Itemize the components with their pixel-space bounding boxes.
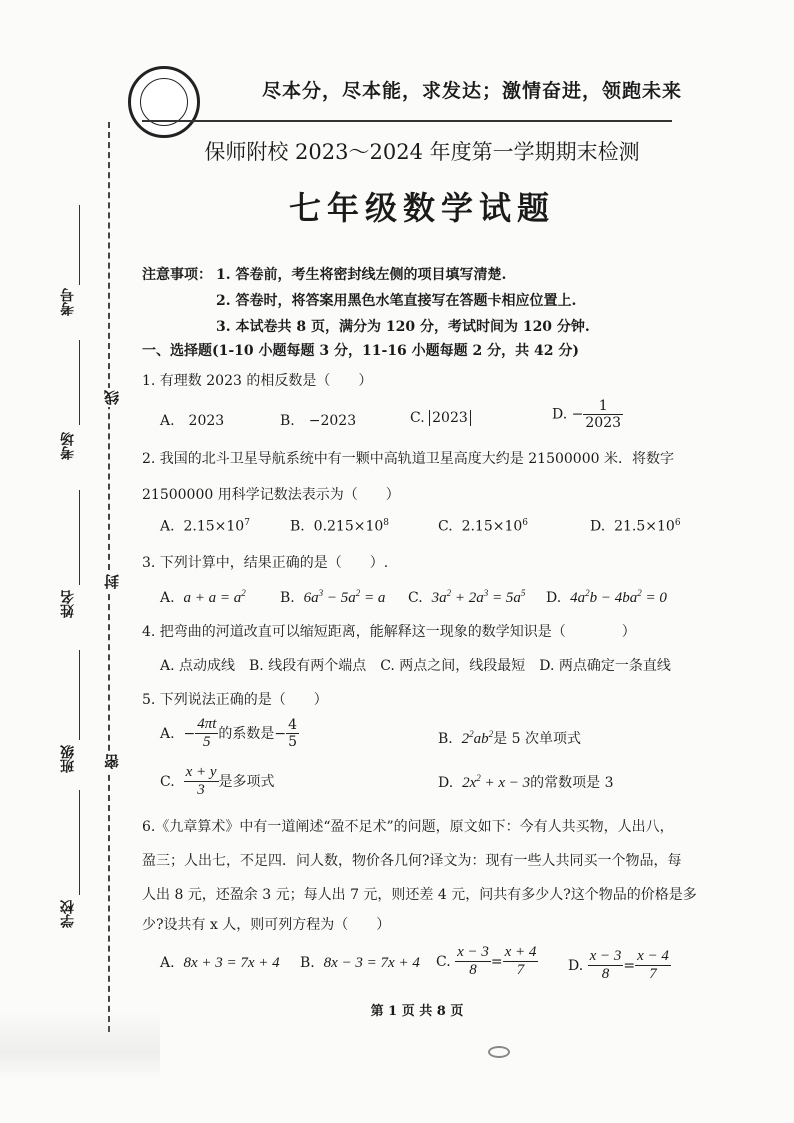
q5-c-label: C. <box>160 773 175 790</box>
q5-d-expr: $2x^2 + x - 3$ <box>462 773 531 791</box>
q6-d-den1: 8 <box>601 966 610 983</box>
question-1-stem: 1. 有理数 2023 的相反数是（ ） <box>142 373 373 389</box>
q6-d-den2: 7 <box>649 966 657 983</box>
header-divider <box>142 120 672 122</box>
q5-b-text: 是 5 次单项式 <box>493 731 581 747</box>
q2-d-label: D. <box>590 518 606 535</box>
school-motto: 尽本分，尽本能，求发达；激情奋进，领跑未来 <box>262 80 683 102</box>
blank-school[interactable] <box>79 790 80 895</box>
q2-b-base: 0.215×10 <box>313 518 384 535</box>
q3-a-label: A. <box>160 590 175 606</box>
q1-option-b[interactable]: B. −2023 <box>280 413 357 429</box>
q3-option-a[interactable] <box>160 588 246 607</box>
q6-option-d[interactable]: D. $\frac{x - 3}{8}$ = $\frac{x - 4}{7}$ <box>568 948 669 983</box>
q6-option-a[interactable] <box>160 955 280 972</box>
q1-option-d[interactable]: D. − $\frac{1}{2023}$ <box>552 398 622 432</box>
q1-option-a[interactable]: A. 2023 <box>160 413 225 429</box>
note-item-1: 1. 答卷前，考生将密封线左侧的项目填写清楚. <box>216 267 507 283</box>
blank-name[interactable] <box>79 490 80 585</box>
seal-char-mi: 密 <box>103 754 121 769</box>
q5-option-a[interactable]: A. − $\frac{4\pi t}{5}$ 的系数是− $\frac{4}{5}$ <box>160 716 298 751</box>
q6-d-num1: x − 3 <box>588 948 624 966</box>
q5-a-den: 5 <box>203 734 211 751</box>
note-item-2: 2. 答卷时，将答案用黑色水笔直接写在答题卡相应位置上. <box>216 293 577 309</box>
q3-option-b[interactable] <box>280 588 385 607</box>
q2-c-base: 2.15×10 <box>461 518 523 535</box>
q5-a-num: 4πt <box>195 716 218 734</box>
scan-bleed <box>0 1010 160 1080</box>
q6-c-num2: x + 4 <box>503 944 539 962</box>
q5-c-num: x + y <box>184 764 219 782</box>
subject-title: 七年级数学试题 <box>288 189 555 227</box>
q2-a-base: 2.15×10 <box>183 518 245 535</box>
q3-option-d[interactable] <box>546 588 667 607</box>
q2-option-c[interactable] <box>438 518 528 535</box>
q2-option-a[interactable] <box>160 518 250 535</box>
blank-exam-number[interactable] <box>79 205 80 285</box>
q2-a-label: A. <box>160 518 175 535</box>
seal-char-xian: 线 <box>103 390 121 405</box>
q1-option-c[interactable] <box>410 410 471 426</box>
q3-b-label: B. <box>280 590 295 606</box>
q2-d-base: 21.5×10 <box>614 518 675 535</box>
question-2-stem-line2: 21500000 用科学记数法表示为（ ） <box>142 487 400 503</box>
q1-option-c-label: C. <box>410 410 425 426</box>
q3-c-label: C. <box>408 590 423 606</box>
question-4-stem: 4. 把弯曲的河道改直可以缩短距离，能解释这一现象的数学知识是（ ） <box>142 624 636 640</box>
notes-heading: 注意事项： <box>142 267 212 283</box>
q6-c-label: C. <box>436 953 451 970</box>
school-seal-inner-ring <box>140 78 188 126</box>
q6-option-c[interactable]: C. $\frac{x - 3}{8}$ = $\frac{x + 4}{7}$ <box>436 944 537 979</box>
q2-b-exp: 8 <box>383 518 390 528</box>
question-6-line3: 人出 8 元，还盈余 3 元；每人出 7 元，则还差 4 元，问共有多少人?这个物品的价格是多 <box>142 887 697 903</box>
exam-title: 保师附校 2023～2024 年度第一学期期末检测 <box>204 140 640 164</box>
q2-option-d[interactable] <box>590 518 681 535</box>
q5-option-b[interactable] <box>438 728 581 748</box>
question-6-line2: 盈三；人出七，不足四．问人数，物价各几何?译文为：现有一些人共同买一个物品，每 <box>142 853 682 869</box>
q5-a-num2: 4 <box>288 717 298 734</box>
q5-c-text: 是多项式 <box>218 773 275 790</box>
seal-char-feng: 封 <box>103 574 121 589</box>
q2-d-exp: 6 <box>674 518 681 528</box>
q6-b-label: B. <box>300 955 315 971</box>
q1-option-c-abs: 2023 <box>429 410 471 426</box>
q6-b-eq: 8x − 3 = 7x + 4 <box>323 955 420 971</box>
q4-options[interactable]: A. 点动成线 B. 线段有两个端点 C. 两点之间，线段最短 D. 两点确定一条直线 <box>160 658 671 674</box>
question-3-stem: 3. 下列计算中，结果正确的是（ ）. <box>142 555 389 571</box>
q6-c-den2: 7 <box>516 962 525 979</box>
section-heading: 一、选择题(1-10 小题每题 3 分，11-16 小题每题 2 分，共 42 分) <box>142 343 580 359</box>
q1-d-denominator: 2023 <box>585 415 622 432</box>
q3-c-expr: $3a^2 + 2a^3 = 5a^5$ <box>431 588 526 606</box>
q2-option-b[interactable] <box>290 518 389 535</box>
q3-b-expr: $6a^3 - 5a^2 = a$ <box>303 588 386 606</box>
q3-a-expr: $a + a = a^2$ <box>183 588 246 606</box>
question-6-line4: 少?设共有 x 人，则可列方程为（ ） <box>142 917 391 933</box>
q5-a-den2: 5 <box>288 734 298 751</box>
q6-c-num1: x − 3 <box>455 944 491 962</box>
label-exam-room: 考场 <box>60 432 76 460</box>
q6-d-label: D. <box>568 957 584 974</box>
q5-d-text: 的常数项是 3 <box>530 775 614 791</box>
q6-a-eq: 8x + 3 = 7x + 4 <box>183 955 280 971</box>
q6-a-label: A. <box>160 955 175 971</box>
q5-d-label: D. <box>438 775 454 791</box>
q5-option-c[interactable] <box>160 764 275 800</box>
q6-c-den1: 8 <box>469 962 477 979</box>
blank-class[interactable] <box>79 650 80 740</box>
q3-option-c[interactable] <box>408 588 525 607</box>
q5-c-den: 3 <box>197 782 205 799</box>
q2-c-label: C. <box>438 518 453 535</box>
q5-b-label: B. <box>438 731 453 747</box>
school-seal-logo <box>128 66 200 138</box>
q2-c-exp: 6 <box>522 518 529 528</box>
q2-a-exp: 7 <box>244 518 250 528</box>
q2-b-label: B. <box>290 518 305 535</box>
note-item-3: 3. 本试卷共 8 页，满分为 120 分，考试时间为 120 分钟. <box>216 319 590 335</box>
q6-d-num2: x − 4 <box>635 948 671 966</box>
label-school: 学校 <box>60 900 76 928</box>
question-5-stem: 5. 下列说法正确的是（ ） <box>142 692 328 708</box>
q5-b-expr: $2^2ab^2$ <box>461 729 494 747</box>
q6-option-b[interactable] <box>300 955 420 972</box>
page-number: 第 1 页 共 8 页 <box>370 1004 464 1019</box>
scan-mark <box>488 1046 510 1058</box>
label-name: 姓名 <box>60 590 76 618</box>
q3-d-expr: $4a^2b - 4ba^2 = 0$ <box>570 588 667 606</box>
question-6-line1: 6.《九章算术》中有一道阐述“盈不足术”的问题，原文如下：今有人共买物，人出八， <box>142 819 674 835</box>
label-class: 班级 <box>60 745 76 773</box>
q3-d-label: D. <box>546 590 562 606</box>
q1-d-numerator: 1 <box>583 398 623 415</box>
label-exam-number: 考号 <box>60 288 76 316</box>
q1-option-d-label: D. <box>552 406 568 423</box>
question-2-stem-line1: 2. 我国的北斗卫星导航系统中有一颗中高轨道卫星高度大约是 21500000 米．将数字 <box>142 451 674 467</box>
q5-option-d[interactable] <box>438 772 614 792</box>
q5-a-mid: 的系数是 <box>218 725 275 742</box>
q5-a-label: A. <box>160 725 175 742</box>
blank-exam-room[interactable] <box>79 340 80 425</box>
